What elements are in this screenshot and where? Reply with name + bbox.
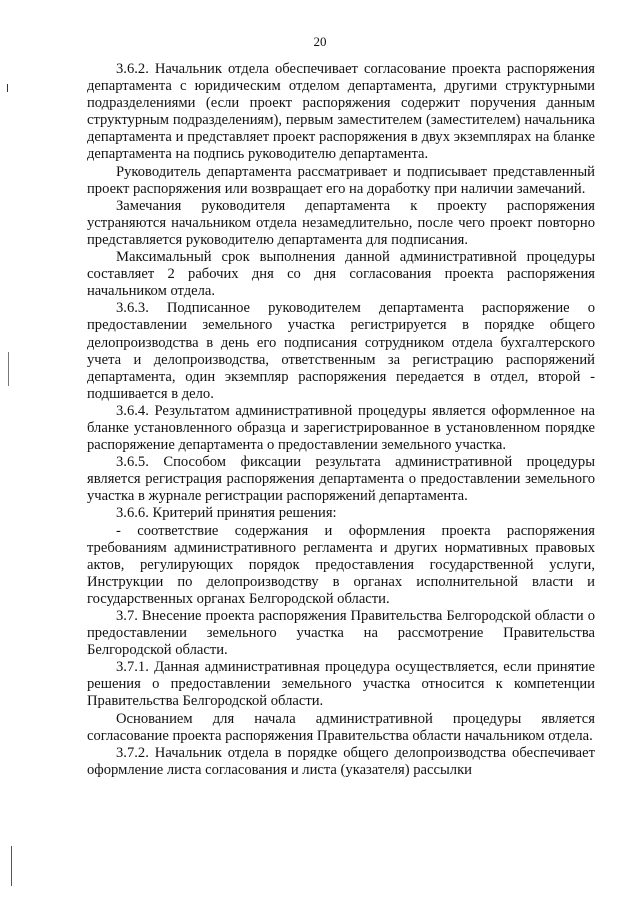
scan-artifact (11, 846, 12, 886)
scan-artifact (7, 84, 8, 92)
paragraph-remarks: Замечания руководителя департамента к проекту распоряжения устраняются начальником отдела незамедлительно, после чего проект повторно представляется руководителю департамента для подписания. (87, 197, 595, 248)
paragraph-3-6-2: 3.6.2. Начальник отдела обеспечивает согласование проекта распоряжения департамента с юридическим отделом департамента, другими структурными подразделениями (если проект распоряжения содержит поручения данным структурным подразделениям), первым заместителем (заместителем) начальника департамента и представляет проект распоряжения в двух экземплярах на бланке департамента на подпись руководителю департамента. (87, 61, 595, 163)
paragraph-director-review: Руководитель департамента рассматривает и подписывает представленный проект распоряжения или возвращает его на доработку при наличии замечаний. (87, 163, 595, 197)
page-number: 20 (313, 34, 327, 49)
paragraph-3-6-5: 3.6.5. Способом фиксации результата административной процедуры является регистрация распоряжения департамента о предоставлении земельного участка в журнале регистрации распоряжений департамента. (87, 454, 595, 505)
paragraph-basis: Основанием для начала административной процедуры является согласование проекта распоряжения Правительства области начальником отдела. (87, 710, 595, 744)
paragraph-3-7-2: 3.7.2. Начальник отдела в порядке общего делопроизводства обеспечивает оформление листа согласования и листа (указателя) рассылки (87, 744, 595, 778)
document-body (87, 61, 595, 779)
scan-artifact (8, 352, 9, 386)
paragraph-criterion-item: - соответствие содержания и оформления проекта распоряжения требованиям административного регламента и других нормативных правовых актов, регулирующих порядок предоставления государственной услуги, Инструкции по делопроизводству в органах исполнительной власти и государственных органах Белгородской области. (87, 522, 595, 607)
paragraph-3-6-4: 3.6.4. Результатом административной процедуры является оформленное на бланке установленного образца и зарегистрированное в установленном порядке распоряжение департамента о предоставлении земельного участка. (87, 402, 595, 454)
paragraph-3-7-1: 3.7.1. Данная административная процедура осуществляется, если принятие решения о предоставлении земельного участка относится к компетенции Правительства Белгородской области. (87, 659, 595, 710)
paragraph-3-6-3: 3.6.3. Подписанное руководителем департамента распоряжение о предоставлении земельного участка регистрируется в порядке общего делопроизводства в день его подписания сотрудником отдела бухгалтерского учета и делопроизводства, ответственным за регистрацию распоряжений департамента, один экземпляр распоряжения передается в отдел, второй - подшивается в дело. (87, 300, 595, 402)
paragraph-3-7: 3.7. Внесение проекта распоряжения Правительства Белгородской области о предоставлении земельного участка на рассмотрение Правительства Белгородской области. (87, 608, 595, 659)
paragraph-3-6-6: 3.6.6. Критерий принятия решения: (116, 505, 337, 522)
paragraph-max-term: Максимальный срок выполнения данной административной процедуры составляет 2 рабочих дня со дня согласования проекта распоряжения начальником отдела. (87, 249, 595, 300)
